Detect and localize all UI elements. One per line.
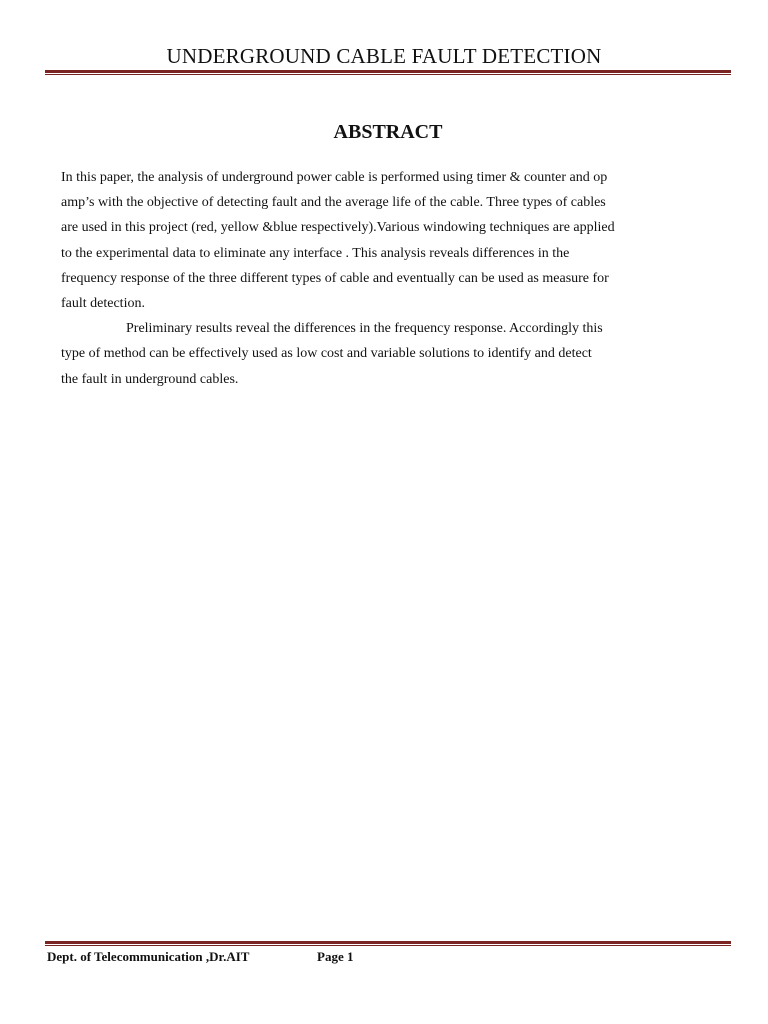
paragraph-1-line-4: to the experimental data to eliminate any interface . This analysis reveals differences in the	[61, 245, 570, 261]
paragraph-2-line-1: Preliminary results reveal the differences in the frequency response. Accordingly this	[126, 321, 603, 337]
footer-divider-thin	[45, 945, 731, 946]
abstract-body	[61, 165, 701, 392]
footer-page-number: Page 1	[317, 949, 354, 964]
paragraph-2-line-2: type of method can be effectively used as low cost and variable solutions to identify and detect	[61, 346, 592, 362]
paragraph-1-line-5: frequency response of the three different types of cable and eventually can be used as measure for	[61, 270, 609, 286]
footer-department: Dept. of Telecommunication ,Dr.AIT	[47, 949, 250, 964]
paragraph-1-line-2: amp’s with the objective of detecting fault and the average life of the cable. Three types of cables	[61, 195, 606, 211]
section-title: ABSTRACT	[333, 121, 443, 143]
paragraph-2-line-3: the fault in underground cables.	[61, 371, 239, 387]
footer-divider	[45, 941, 731, 946]
paragraph-1-line-3: are used in this project (red, yellow &blue respectively).Various windowing techniques are applied	[61, 220, 615, 236]
paragraph-1-line-1: In this paper, the analysis of underground power cable is performed using timer & counter and op	[61, 170, 608, 185]
paragraph-1-line-6: fault detection.	[61, 295, 145, 311]
header-divider-thin	[45, 74, 731, 75]
header-divider	[45, 70, 731, 75]
page-header-title: UNDERGROUND CABLE FAULT DETECTION	[166, 44, 602, 68]
